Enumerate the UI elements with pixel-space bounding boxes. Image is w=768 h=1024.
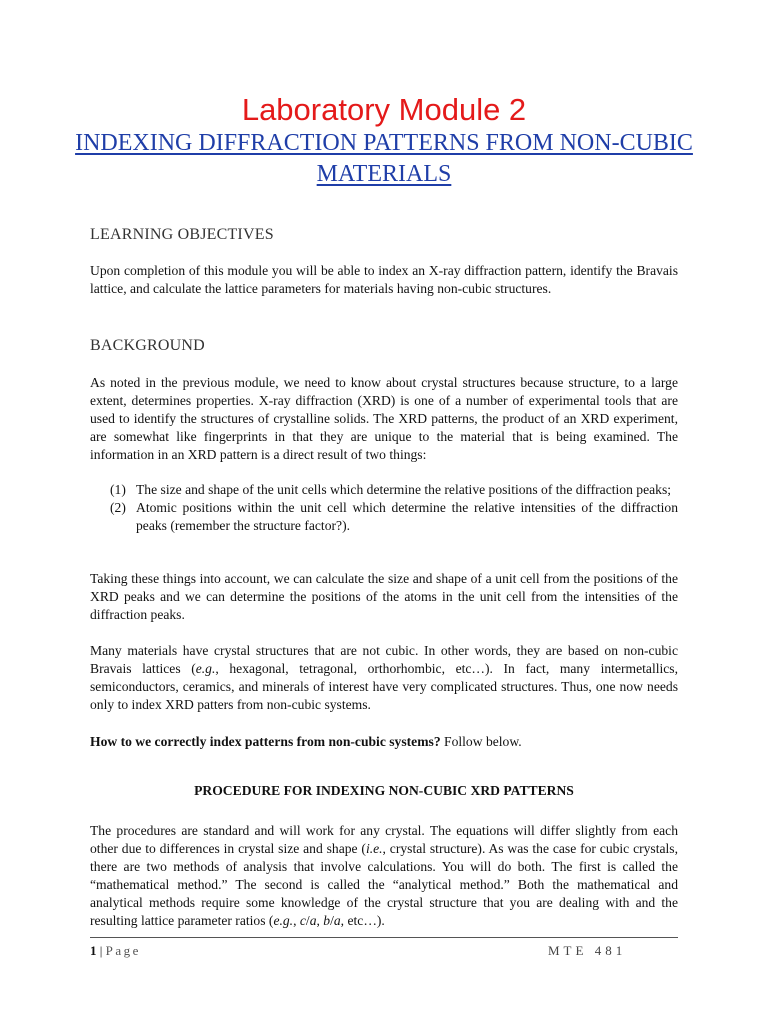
question-bold: How to we correctly index patterns from non-cubic systems? [90, 734, 441, 749]
text-run-italic: a [309, 913, 317, 928]
document-subtitle-link[interactable]: INDEXING DIFFRACTION PATTERNS FROM NON-CUBIC MATERIALS [75, 130, 693, 187]
list-item-text: The size and shape of the unit cells which determine the relative positions of the diffraction peaks; [136, 482, 672, 497]
document-title: Laboratory Module 2 [241, 92, 527, 127]
text-run: / [305, 913, 310, 928]
text-run-italic: c [299, 913, 306, 928]
text-run: , hexagonal, tetragonal, orthorhombic, etc…). In fact, many intermetallics, semiconductors, ceramics, and minerals of interest have very complicated structures. Thus, one now needs only to index XRD patters from non-cubic systems. [90, 661, 678, 712]
footer-page-number: 1 [90, 943, 97, 958]
learning-objectives-heading: LEARNING OBJECTIVES [90, 226, 274, 243]
list-item [110, 499, 678, 535]
text-run: The procedures are standard and will work for any crystal. The equations will differ slightly from each other due to differences in crystal size and shape ( [90, 823, 678, 856]
footer-page-word: Page [105, 943, 141, 958]
determinants-list [110, 481, 678, 535]
list-item [110, 481, 678, 499]
background-heading: BACKGROUND [90, 337, 205, 354]
learning-objectives-text: Upon completion of this module you will be able to index an X-ray diffraction pattern, identify the Bravais lattice, and calculate the lattice parameters for materials having non-cubic structures. [90, 263, 678, 296]
list-item-text: Atomic positions within the unit cell which determine the relative intensities of the diffraction peaks (remember the structure factor?). [136, 500, 678, 533]
text-run-italic: e.g. [273, 913, 294, 928]
footer-page-label [90, 943, 141, 959]
list-item-number: (2) [110, 500, 126, 515]
text-run: , [293, 913, 300, 928]
text-run: , [316, 913, 324, 928]
text-run: / [330, 913, 334, 928]
text-run-italic: a [333, 913, 341, 928]
question-line [90, 733, 678, 751]
text-run: , etc…). [340, 913, 385, 928]
text-run-italic: e.g. [195, 661, 216, 676]
footer-separator: | [96, 943, 106, 958]
list-item-number: (1) [110, 482, 126, 497]
question-tail: Follow below. [440, 734, 522, 749]
non-cubic-paragraph [90, 642, 678, 714]
text-run-italic: i.e. [365, 841, 383, 856]
background-paragraph-1: As noted in the previous module, we need to know about crystal structures because structure, to a large extent, determines properties. X-ray diffraction (XRD) is one of a number of experimental tools that are used to identify the structures of crystalline solids. The XRD patterns, the product of an XRD experiment, are somewhat like fingerprints in that they are unique to the material that is being examined. The information in an XRD pattern is a direct result of two things: [90, 375, 678, 462]
text-run-italic: b [323, 913, 331, 928]
background-paragraph-2: Taking these things into account, we can calculate the size and shape of a unit cell from the positions of the XRD peaks and we can determine the positions of the atoms in the unit cell from the intensities of the diffraction peaks. [90, 571, 678, 622]
footer-divider [90, 937, 678, 938]
procedure-paragraph [90, 822, 678, 930]
text-run: , crystal structure). As was the case for cubic crystals, there are two methods of analysis that involve calculations. You will do both. The first is called the “mathematical method.” The second is called the “analytical method.” Both the mathematical and analytical methods require some knowledge of the crystal structure that you are dealing with and the resulting lattice parameter ratios ( [90, 841, 678, 928]
text-run: Many materials have crystal structures that are not cubic. In other words, they are based on non-cubic Bravais lattices ( [90, 643, 678, 676]
procedure-heading: PROCEDURE FOR INDEXING NON-CUBIC XRD PATTERNS [194, 783, 574, 798]
footer-course-code: MTE 481 [548, 943, 627, 958]
